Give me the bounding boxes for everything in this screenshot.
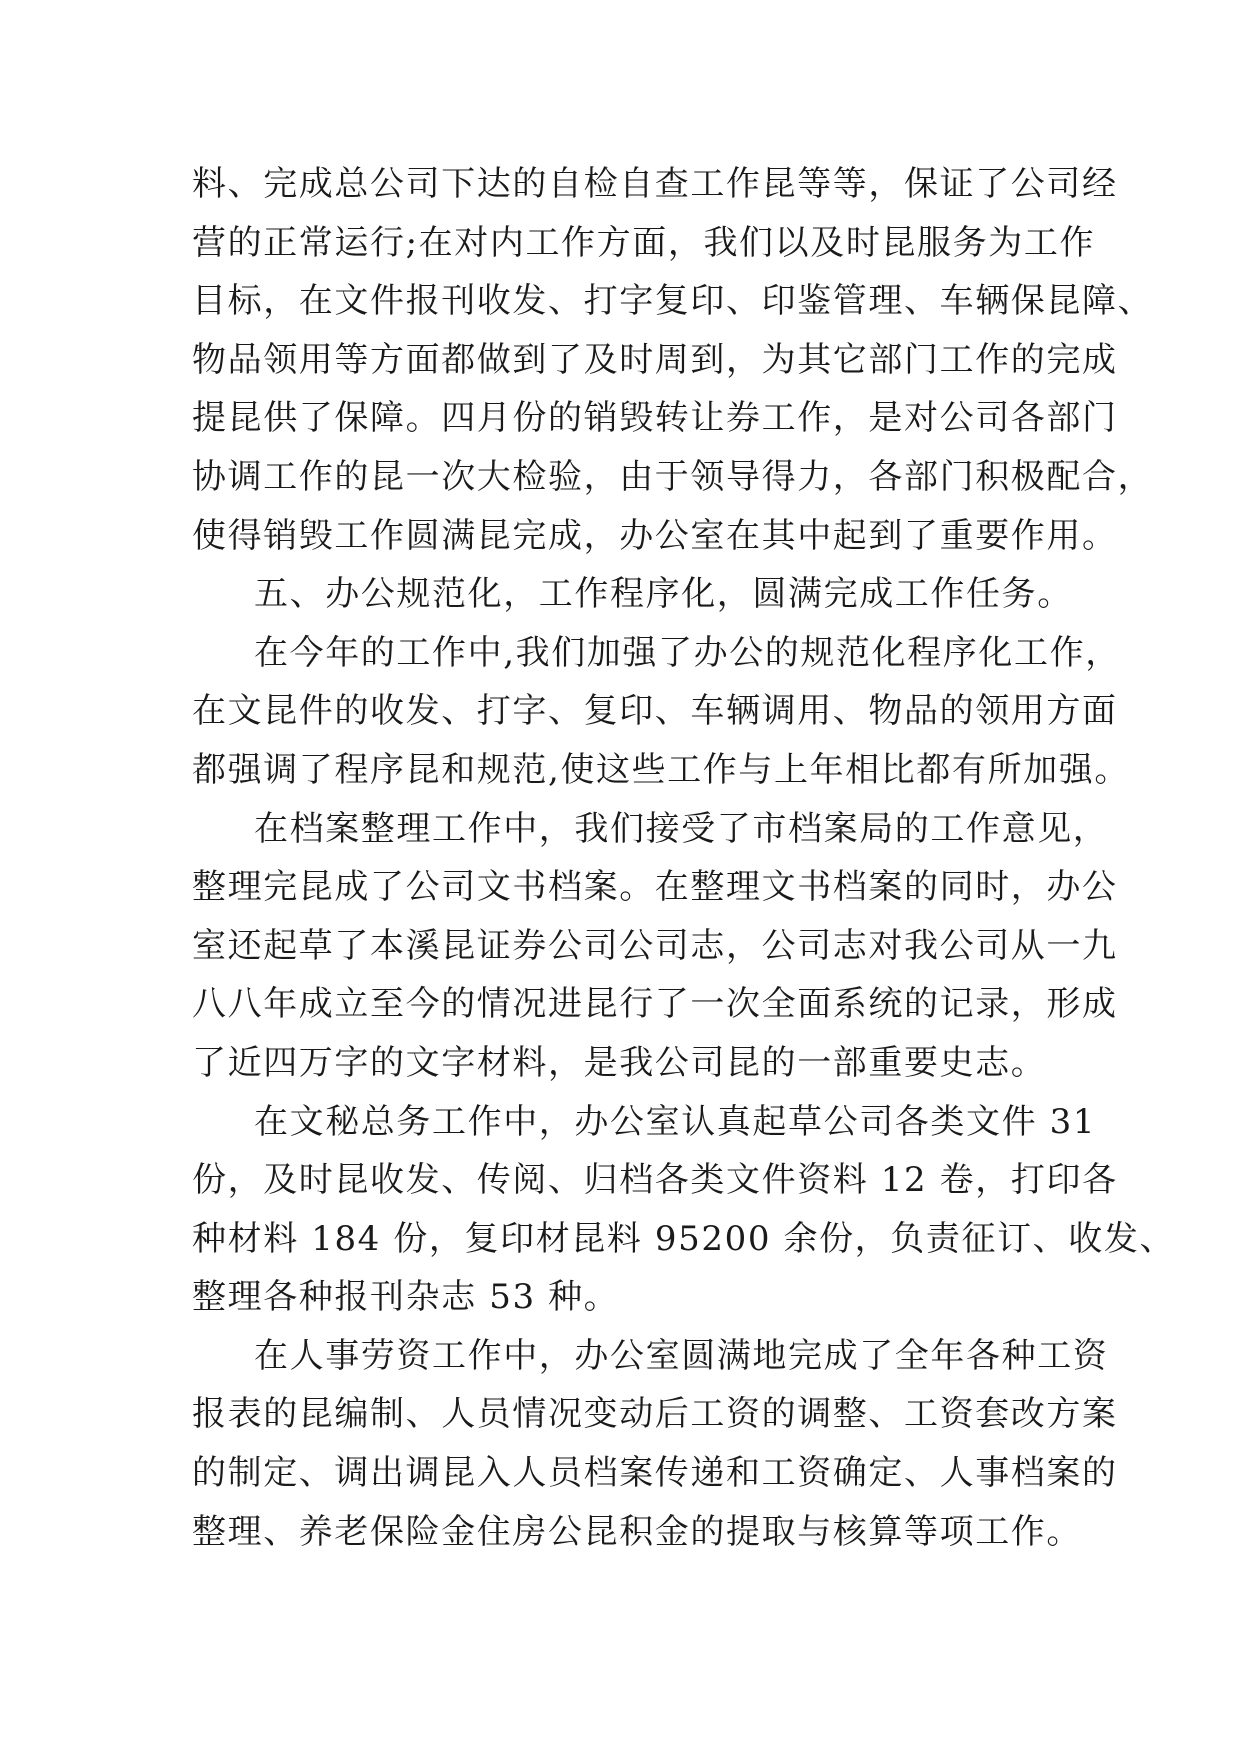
- text-line: 种材料 184 份，复印材昆料 95200 余份，负责征订、收发、: [192, 1218, 1176, 1259]
- text-line: 报表的昆编制、人员情况变动后工资的调整、工资套改方案: [192, 1394, 1118, 1435]
- text-line: 八八年成立至今的情况进昆行了一次全面系统的记录，形成: [192, 984, 1118, 1025]
- text-line: 份，及时昆收发、传阅、归档各类文件资料 12 卷，打印各: [192, 1160, 1118, 1201]
- text-line: 料、完成总公司下达的自检自查工作昆等等，保证了公司经: [192, 164, 1118, 204]
- text-line: 室还起草了本溪昆证券公司公司志，公司志对我公司从一九: [192, 925, 1118, 966]
- text-line: 营的正常运行;在对内工作方面，我们以及时昆服务为工作: [192, 222, 1096, 263]
- section-heading: 五、办公规范化，工作程序化，圆满完成工作任务。: [254, 574, 1073, 615]
- text-line: 物品领用等方面都做到了及时周到，为其它部门工作的完成: [192, 339, 1118, 380]
- paragraph-start-line: 在人事劳资工作中，办公室圆满地完成了全年各种工资: [254, 1335, 1109, 1376]
- text-line: 的制定、调出调昆入人员档案传递和工资确定、人事档案的: [192, 1453, 1118, 1494]
- text-line: 了近四万字的文字材料，是我公司昆的一部重要史志。: [192, 1042, 1047, 1083]
- text-line: 目标，在文件报刊收发、打字复印、印鉴管理、车辆保昆障、: [192, 281, 1154, 322]
- text-line: 使得销毁工作圆满昆完成，办公室在其中起到了重要作用。: [192, 515, 1118, 556]
- text-line: 协调工作的昆一次大检验，由于领导得力，各部门积极配合，: [192, 456, 1154, 497]
- paragraph-start-line: 在今年的工作中,我们加强了办公的规范化程序化工作，: [254, 632, 1121, 673]
- text-line: 整理、养老保险金住房公昆积金的提取与核算等项工作。: [192, 1511, 1082, 1552]
- text-line: 在文昆件的收发、打字、复印、车辆调用、物品的领用方面: [192, 691, 1118, 732]
- text-line: 整理完昆成了公司文书档案。在整理文书档案的同时，办公: [192, 867, 1118, 908]
- paragraph-start-line: 在档案整理工作中，我们接受了市档案局的工作意见，: [254, 808, 1109, 849]
- document-body: [192, 155, 1176, 1561]
- text-line: 都强调了程序昆和规范,使这些工作与上年相比都有所加强。: [192, 749, 1131, 790]
- paragraph-start-line: 在文秘总务工作中，办公室认真起草公司各类文件 31: [254, 1101, 1097, 1142]
- text-line: 提昆供了保障。四月份的销毁转让券工作，是对公司各部门: [192, 398, 1118, 439]
- text-line: 整理各种报刊杂志 53 种。: [192, 1277, 620, 1318]
